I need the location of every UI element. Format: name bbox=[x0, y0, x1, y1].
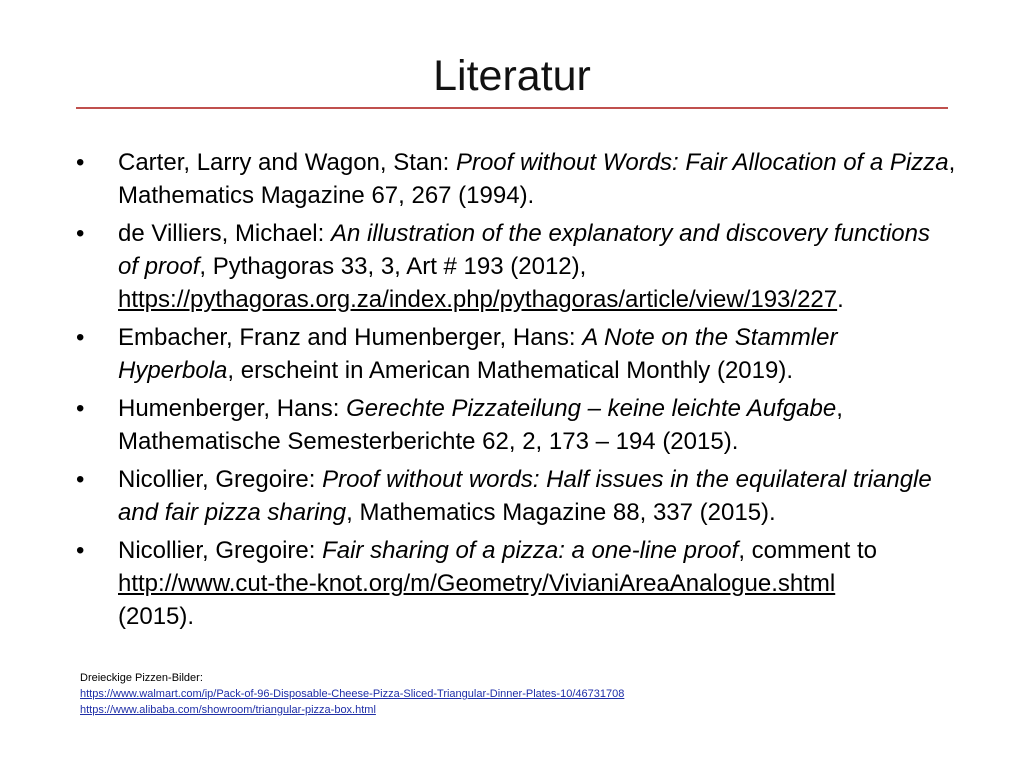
reference-link[interactable]: http://www.cut-the-knot.org/m/Geometry/VivianiAreaAnalogue.shtml bbox=[118, 570, 836, 597]
reference-item bbox=[76, 534, 956, 633]
reference-details: , Mathematics Magazine 88, 337 (2015). bbox=[346, 499, 776, 526]
reference-title: An illustration of the explanatory and discovery functions of proof bbox=[118, 220, 930, 280]
reference-title: Proof without words: Half issues in the equilateral triangle and fair pizza sharing bbox=[118, 466, 932, 526]
slide-title: Literatur bbox=[433, 52, 591, 100]
reference-details: , Pythagoras 33, 3, Art # 193 (2012), bbox=[199, 253, 587, 280]
image-credit-link[interactable]: https://www.walmart.com/ip/Pack-of-96-Disposable-Cheese-Pizza-Sliced-Triangular-Dinner-Plates-10/46731708 bbox=[80, 688, 625, 700]
reference-authors: Embacher, Franz and Humenberger, Hans: bbox=[118, 324, 583, 351]
title-divider bbox=[76, 107, 948, 109]
reference-details: , Mathematics Magazine 67, 267 (1994). bbox=[118, 149, 956, 209]
reference-item bbox=[76, 321, 956, 387]
reference-item bbox=[76, 463, 956, 529]
reference-authors: Nicollier, Gregoire: bbox=[118, 466, 323, 493]
reference-title: Proof without Words: Fair Allocation of a Pizza bbox=[455, 149, 949, 176]
reference-details: , Mathematische Semesterberichte 62, 2, 173 – 194 (2015). bbox=[118, 395, 843, 455]
reference-authors: Humenberger, Hans: bbox=[118, 395, 347, 422]
image-credits bbox=[80, 670, 624, 718]
reference-authors: de Villiers, Michael: bbox=[118, 220, 331, 247]
image-credit-link[interactable]: https://www.alibaba.com/showroom/triangular-pizza-box.html bbox=[80, 704, 376, 716]
reference-title: Gerechte Pizzateilung – keine leichte Aufgabe bbox=[346, 395, 837, 422]
reference-item bbox=[76, 217, 956, 316]
reference-link[interactable]: https://pythagoras.org.za/index.php/pythagoras/article/view/193/227 bbox=[118, 286, 838, 313]
reference-title: Fair sharing of a pizza: a one-line proof bbox=[322, 537, 739, 564]
reference-title: A Note on the Stammler Hyperbola bbox=[118, 324, 838, 384]
reference-details: , erscheint in American Mathematical Monthly (2019). bbox=[227, 357, 793, 384]
reference-tail: (2015). bbox=[118, 603, 195, 630]
bullet: • bbox=[76, 220, 85, 247]
reference-item bbox=[76, 146, 956, 212]
bullet: • bbox=[76, 395, 85, 422]
bullet: • bbox=[76, 537, 85, 564]
reference-authors: Carter, Larry and Wagon, Stan: bbox=[118, 149, 456, 176]
bullet: • bbox=[76, 324, 85, 351]
bullet: • bbox=[76, 149, 85, 176]
reference-list bbox=[76, 146, 956, 638]
reference-authors: Nicollier, Gregoire: bbox=[118, 537, 323, 564]
bullet: • bbox=[76, 466, 85, 493]
reference-item bbox=[76, 392, 956, 458]
reference-details: , comment to bbox=[738, 537, 878, 564]
reference-tail: . bbox=[837, 286, 844, 313]
image-credits-label: Dreieckige Pizzen-Bilder: bbox=[80, 672, 203, 684]
